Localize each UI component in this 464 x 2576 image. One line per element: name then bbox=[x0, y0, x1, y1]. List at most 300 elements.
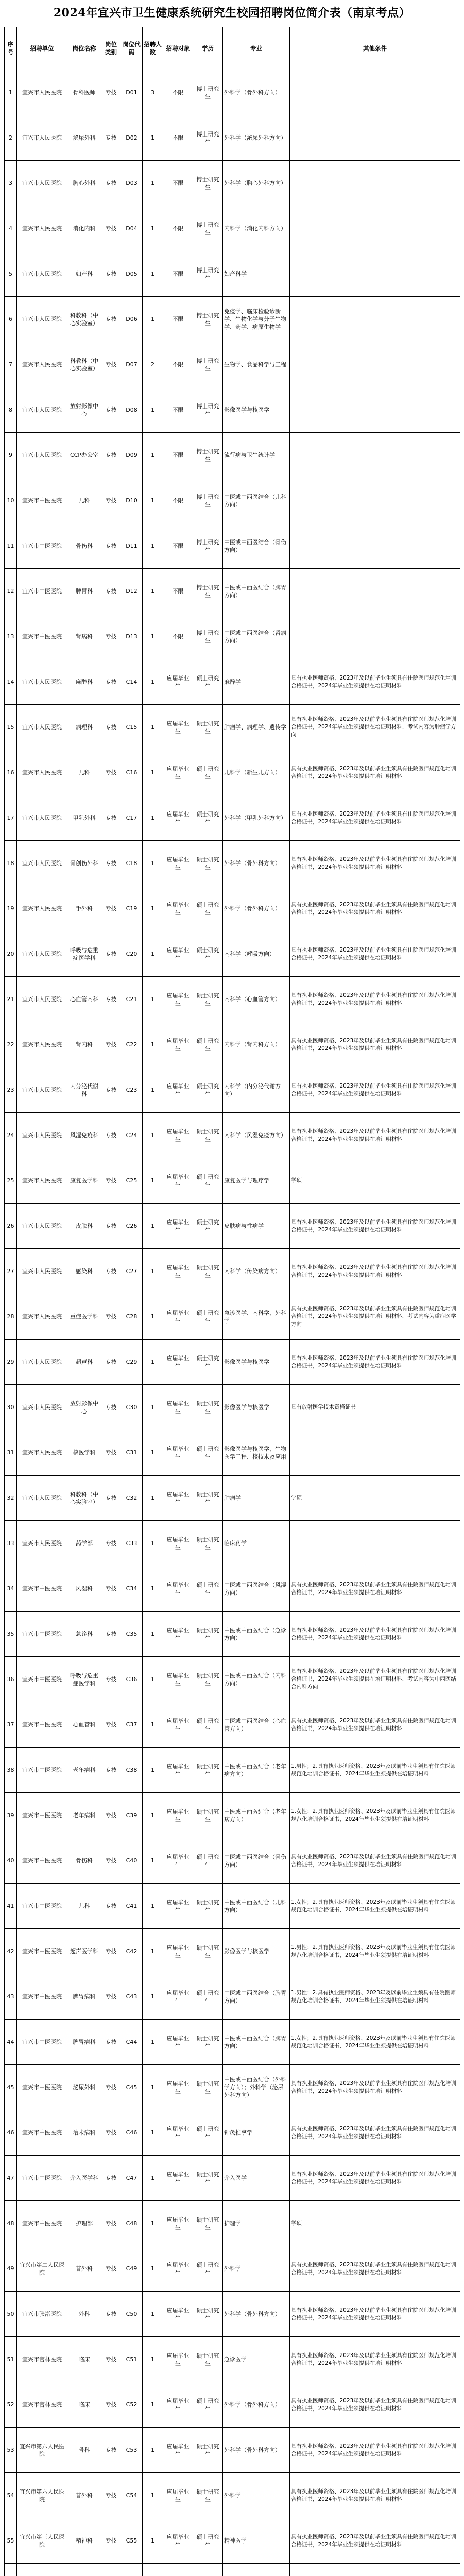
cell-target: 应届毕业生 bbox=[163, 2201, 193, 2246]
cell-count: 1 bbox=[143, 1340, 163, 1385]
table-row bbox=[5, 1793, 460, 1838]
cell-count: 1 bbox=[143, 1476, 163, 1521]
cell-other: 具有执业医师资格、2023年及以前毕业生须具有住院医师规范化培训合格证书，2024年毕业生须提供在培证明材料 bbox=[290, 2065, 460, 2110]
cell-target: 应届毕业生 bbox=[163, 1884, 193, 1929]
cell-post-name: 骨伤科 bbox=[67, 523, 101, 569]
cell-target: 应届毕业生 bbox=[163, 886, 193, 931]
cell-post-name: 康复医学科 bbox=[67, 1158, 101, 1204]
cell-target: 应届毕业生 bbox=[163, 2110, 193, 2156]
cell-index: 52 bbox=[5, 2382, 17, 2428]
cell-major: 影像医学与核医学 bbox=[223, 1929, 290, 1974]
cell-post-code: D01 bbox=[121, 70, 143, 115]
cell-post-name: 科教科（中心实验室） bbox=[67, 342, 101, 387]
cell-post-code: C23 bbox=[121, 1067, 143, 1113]
table-row bbox=[5, 2564, 460, 2576]
cell-post-type: 专技 bbox=[101, 1294, 121, 1340]
cell-post-type: 专技 bbox=[101, 931, 121, 977]
cell-post-name: 临床 bbox=[67, 2337, 101, 2382]
cell-unit: 宜兴市人民医院 bbox=[17, 387, 67, 433]
cell-target: 应届毕业生 bbox=[163, 1385, 193, 1430]
table-row bbox=[5, 1476, 460, 1521]
cell-index: 29 bbox=[5, 1340, 17, 1385]
cell-post-name: 急诊科 bbox=[67, 1612, 101, 1657]
cell-other: 1.男性；2.具有执业医师资格、2023年及以前毕业生须具有住院医师规范化培训合格证书，2024年毕业生须提供在培证明材料 bbox=[290, 1748, 460, 1793]
cell-post-name: 放射影像中心 bbox=[67, 1385, 101, 1430]
cell-major bbox=[223, 2564, 290, 2576]
cell-post-type: 专技 bbox=[101, 2518, 121, 2564]
cell-post-type: 专技 bbox=[101, 1521, 121, 1566]
cell-target: 应届毕业生 bbox=[163, 977, 193, 1022]
cell-post-type: 专技 bbox=[101, 1566, 121, 1612]
cell-target: 应届毕业生 bbox=[163, 931, 193, 977]
cell-post-code: C21 bbox=[121, 977, 143, 1022]
cell-degree: 博士研究生 bbox=[193, 614, 223, 659]
table-row bbox=[5, 1884, 460, 1929]
cell-other: 具有执业医师资格、2023年及以前毕业生须具有住院医师规范化培训合格证书，2024年毕业生须提供在培证明材料 bbox=[290, 1340, 460, 1385]
cell-target: 应届毕业生 bbox=[163, 1748, 193, 1793]
cell-post-code: D08 bbox=[121, 387, 143, 433]
cell-post-name: 风湿免疫科 bbox=[67, 1113, 101, 1158]
table-row bbox=[5, 297, 460, 342]
cell-post-name: 泌尿外科 bbox=[67, 115, 101, 161]
cell-post-name: 儿科 bbox=[67, 750, 101, 795]
cell-post-name: 脾胃病科 bbox=[67, 2020, 101, 2065]
cell-unit: 宜兴市第二人民医院 bbox=[17, 2246, 67, 2292]
cell-count: 1 bbox=[143, 705, 163, 750]
cell-post-code: C48 bbox=[121, 2201, 143, 2246]
table-row bbox=[5, 1702, 460, 1748]
table-row bbox=[5, 1566, 460, 1612]
cell-index: 30 bbox=[5, 1385, 17, 1430]
cell-post-name: 骨科医师 bbox=[67, 70, 101, 115]
cell-post-type: 专技 bbox=[101, 2065, 121, 2110]
cell-other bbox=[290, 342, 460, 387]
cell-target: 不限 bbox=[163, 433, 193, 478]
cell-post-name: 泌尿外科 bbox=[67, 2065, 101, 2110]
table-row bbox=[5, 2337, 460, 2382]
cell-major: 肿瘤学、病理学、遗传学 bbox=[223, 705, 290, 750]
cell-degree: 博士研究生 bbox=[193, 523, 223, 569]
cell-index: 4 bbox=[5, 206, 17, 251]
cell-post-name: 普外科 bbox=[67, 2473, 101, 2518]
cell-other: 具有执业医师资格、2023年及以前毕业生须具有住院医师规范化培训合格证书，2024年毕业生须提供在培证明材料 bbox=[290, 2246, 460, 2292]
cell-major: 中医或中西医结合（心血管方向） bbox=[223, 1702, 290, 1748]
cell-post-type: 专技 bbox=[101, 705, 121, 750]
cell-post-name: 消化内科 bbox=[67, 206, 101, 251]
table-row bbox=[5, 1974, 460, 2020]
cell-index: 26 bbox=[5, 1204, 17, 1249]
cell-index: 12 bbox=[5, 569, 17, 614]
cell-post-code: C27 bbox=[121, 1249, 143, 1294]
cell-post-code: C51 bbox=[121, 2337, 143, 2382]
cell-target: 应届毕业生 bbox=[163, 1566, 193, 1612]
cell-post-name: 呼吸与危重症医学科 bbox=[67, 931, 101, 977]
cell-count: 1 bbox=[143, 297, 163, 342]
cell-post-code: D03 bbox=[121, 161, 143, 206]
table-row bbox=[5, 705, 460, 750]
cell-other: 具有执业医师资格、2023年及以前毕业生须具有住院医师规范化培训合格证书，2024年毕业生须提供在培证明材料 bbox=[290, 1022, 460, 1067]
cell-unit: 宜兴市中医医院 bbox=[17, 2020, 67, 2065]
cell-post-code: C16 bbox=[121, 750, 143, 795]
cell-index: 17 bbox=[5, 795, 17, 841]
cell-major: 中医或中西医结合（内科方向） bbox=[223, 1657, 290, 1702]
cell-degree: 硕士研究生 bbox=[193, 1657, 223, 1702]
cell-count: 1 bbox=[143, 1974, 163, 2020]
cell-unit: 宜兴市官林医院 bbox=[17, 2337, 67, 2382]
cell-target: 应届毕业生 bbox=[163, 2292, 193, 2337]
cell-post-type: 专技 bbox=[101, 659, 121, 705]
cell-major: 中医或中西医结合（骨伤方向） bbox=[223, 523, 290, 569]
cell-index: 44 bbox=[5, 2020, 17, 2065]
table-row bbox=[5, 342, 460, 387]
cell-post-name: 心血管科 bbox=[67, 1702, 101, 1748]
cell-count: 1 bbox=[143, 1929, 163, 1974]
cell-other: 具有执业医师资格、2023年及以前毕业生须具有住院医师规范化培训合格证书，2024年毕业生须提供在培证明材料 bbox=[290, 795, 460, 841]
table-row bbox=[5, 1113, 460, 1158]
cell-post-code: C54 bbox=[121, 2473, 143, 2518]
cell-post-code: C22 bbox=[121, 1022, 143, 1067]
cell-index: 39 bbox=[5, 1793, 17, 1838]
cell-index: 27 bbox=[5, 1249, 17, 1294]
cell-major: 中医或中西医结合（肾病方向） bbox=[223, 614, 290, 659]
table-body bbox=[5, 70, 460, 2576]
cell-major: 外科学（甲乳外科方向） bbox=[223, 795, 290, 841]
cell-degree: 硕士研究生 bbox=[193, 659, 223, 705]
cell-unit bbox=[17, 2564, 67, 2576]
cell-count: 1 bbox=[143, 115, 163, 161]
cell-post-name: 科教科（中心实验室） bbox=[67, 297, 101, 342]
table-row bbox=[5, 1204, 460, 1249]
table-row bbox=[5, 433, 460, 478]
cell-post-code: D07 bbox=[121, 342, 143, 387]
cell-major: 中医或中西医结合（急诊方向） bbox=[223, 1612, 290, 1657]
cell-count: 1 bbox=[143, 841, 163, 886]
cell-degree: 硕士研究生 bbox=[193, 977, 223, 1022]
cell-degree: 博士研究生 bbox=[193, 569, 223, 614]
cell-target: 应届毕业生 bbox=[163, 1838, 193, 1884]
cell-other: 具有执业医师资格、2023年及以前毕业生须具有住院医师规范化培训合格证书，2024年毕业生须提供在培证明材料 bbox=[290, 2292, 460, 2337]
cell-post-type: 专技 bbox=[101, 886, 121, 931]
cell-count: 1 bbox=[143, 251, 163, 297]
cell-major: 儿科学（新生儿方向） bbox=[223, 750, 290, 795]
cell-count: 1 bbox=[143, 1521, 163, 1566]
cell-post-name: 骨科 bbox=[67, 2428, 101, 2473]
cell-count: 1 bbox=[143, 1113, 163, 1158]
cell-index: 13 bbox=[5, 614, 17, 659]
cell-index: 14 bbox=[5, 659, 17, 705]
cell-index: 48 bbox=[5, 2201, 17, 2246]
cell-count: 1 bbox=[143, 387, 163, 433]
cell-count: 1 bbox=[143, 1294, 163, 1340]
cell-index: 18 bbox=[5, 841, 17, 886]
table-row bbox=[5, 115, 460, 161]
header-post-name: 岗位名称 bbox=[67, 27, 101, 70]
cell-other: 具有执业医师资格、2023年及以前毕业生须具有住院医师规范化培训合格证书，2024年毕业生须提供在培证明材料 bbox=[290, 931, 460, 977]
cell-degree: 硕士研究生 bbox=[193, 2020, 223, 2065]
cell-degree: 硕士研究生 bbox=[193, 1204, 223, 1249]
cell-index: 40 bbox=[5, 1838, 17, 1884]
cell-degree: 硕士研究生 bbox=[193, 1838, 223, 1884]
cell-other: 具有执业医师资格、2023年及以前毕业生须具有住院医师规范化培训合格证书，2024年毕业生须提供在培证明材料 bbox=[290, 2337, 460, 2382]
cell-index: 42 bbox=[5, 1929, 17, 1974]
cell-target: 应届毕业生 bbox=[163, 2518, 193, 2564]
table-row bbox=[5, 523, 460, 569]
cell-major: 中医或中西医结合（老年病方向） bbox=[223, 1793, 290, 1838]
cell-other: 具有执业医师资格、2023年及以前毕业生须具有住院医师规范化培训合格证书，2024年毕业生须提供在培证明材料 bbox=[290, 1249, 460, 1294]
cell-other bbox=[290, 70, 460, 115]
cell-post-type: 专技 bbox=[101, 1340, 121, 1385]
header-other: 其他条件 bbox=[290, 27, 460, 70]
cell-post-name: 护理部 bbox=[67, 2201, 101, 2246]
cell-count: 1 bbox=[143, 2156, 163, 2201]
table-row bbox=[5, 478, 460, 523]
cell-index: 8 bbox=[5, 387, 17, 433]
cell-target: 应届毕业生 bbox=[163, 1521, 193, 1566]
cell-unit: 宜兴市中医医院 bbox=[17, 2110, 67, 2156]
cell-post-type: 专技 bbox=[101, 206, 121, 251]
cell-unit: 宜兴市人民医院 bbox=[17, 1067, 67, 1113]
cell-other: 具有执业医师资格、2023年及以前毕业生须具有住院医师规范化培训合格证书，2024年毕业生须提供在培证明材料 bbox=[290, 1838, 460, 1884]
cell-post-code: D13 bbox=[121, 614, 143, 659]
cell-degree: 硕士研究生 bbox=[193, 1566, 223, 1612]
cell-post-code: C45 bbox=[121, 2065, 143, 2110]
cell-count: 1 bbox=[143, 1702, 163, 1748]
cell-other: 具有执业医师资格、2023年及以前毕业生须具有住院医师规范化培训合格证书，2024年毕业生须提供在培证明材料 bbox=[290, 977, 460, 1022]
cell-index: 34 bbox=[5, 1566, 17, 1612]
cell-post-type: 专技 bbox=[101, 1612, 121, 1657]
cell-post-name: 脾胃科 bbox=[67, 569, 101, 614]
cell-target: 应届毕业生 bbox=[163, 2337, 193, 2382]
cell-post-name: 介入医学科 bbox=[67, 2156, 101, 2201]
cell-post-type: 专技 bbox=[101, 2156, 121, 2201]
cell-major: 生物学、食品科学与工程 bbox=[223, 342, 290, 387]
cell-post-name: 药学部 bbox=[67, 1521, 101, 1566]
cell-post-type: 专技 bbox=[101, 2020, 121, 2065]
cell-other bbox=[290, 569, 460, 614]
cell-degree: 硕士研究生 bbox=[193, 1022, 223, 1067]
cell-index: 51 bbox=[5, 2337, 17, 2382]
cell-major: 影像医学与核医学 bbox=[223, 387, 290, 433]
cell-post-type: 专技 bbox=[101, 2110, 121, 2156]
table-row bbox=[5, 70, 460, 115]
cell-index: 37 bbox=[5, 1702, 17, 1748]
table-row bbox=[5, 2382, 460, 2428]
cell-index: 9 bbox=[5, 433, 17, 478]
cell-post-code: C53 bbox=[121, 2428, 143, 2473]
cell-count: 1 bbox=[143, 2110, 163, 2156]
cell-degree: 硕士研究生 bbox=[193, 1521, 223, 1566]
cell-count: 1 bbox=[143, 161, 163, 206]
cell-post-type: 专技 bbox=[101, 1385, 121, 1430]
cell-post-code: C41 bbox=[121, 1884, 143, 1929]
table-row bbox=[5, 795, 460, 841]
cell-post-code: C26 bbox=[121, 1204, 143, 1249]
cell-unit: 宜兴市人民医院 bbox=[17, 886, 67, 931]
table-row bbox=[5, 977, 460, 1022]
cell-post-code: C46 bbox=[121, 2110, 143, 2156]
cell-post-type: 专技 bbox=[101, 2201, 121, 2246]
cell-count: 1 bbox=[143, 1249, 163, 1294]
table-row bbox=[5, 1521, 460, 1566]
cell-post-name: 胸心外科 bbox=[67, 161, 101, 206]
cell-unit: 宜兴市中医医院 bbox=[17, 1793, 67, 1838]
cell-degree: 硕士研究生 bbox=[193, 931, 223, 977]
cell-major: 临床药学 bbox=[223, 1521, 290, 1566]
cell-post-code: C32 bbox=[121, 1476, 143, 1521]
cell-unit: 宜兴市人民医院 bbox=[17, 1113, 67, 1158]
cell-post-name: 核医学科 bbox=[67, 1430, 101, 1476]
cell-post-type: 专技 bbox=[101, 2473, 121, 2518]
cell-post-code: C38 bbox=[121, 1748, 143, 1793]
cell-other bbox=[290, 161, 460, 206]
cell-post-type: 专技 bbox=[101, 2292, 121, 2337]
table-row bbox=[5, 931, 460, 977]
cell-post-code: C29 bbox=[121, 1340, 143, 1385]
cell-major: 中医或中西医结合（脾胃方向） bbox=[223, 2020, 290, 2065]
cell-index: 32 bbox=[5, 1476, 17, 1521]
cell-target: 应届毕业生 bbox=[163, 2065, 193, 2110]
cell-post-code: C44 bbox=[121, 2020, 143, 2065]
cell-post-name: 心血管内科 bbox=[67, 977, 101, 1022]
table-row bbox=[5, 614, 460, 659]
cell-count: 1 bbox=[143, 1748, 163, 1793]
cell-other: 具有执业医师资格、2023年及以前毕业生须具有住院医师规范化培训合格证书，2024年毕业生须提供在培证明材料，考试内容为肿瘤学方向 bbox=[290, 705, 460, 750]
cell-major: 肿瘤学 bbox=[223, 1476, 290, 1521]
cell-index: 20 bbox=[5, 931, 17, 977]
cell-count: 1 bbox=[143, 2337, 163, 2382]
cell-target: 应届毕业生 bbox=[163, 2246, 193, 2292]
cell-other bbox=[290, 206, 460, 251]
cell-unit: 宜兴市中医医院 bbox=[17, 1566, 67, 1612]
table-row bbox=[5, 1612, 460, 1657]
table-row bbox=[5, 659, 460, 705]
cell-degree: 硕士研究生 bbox=[193, 2428, 223, 2473]
cell-index: 3 bbox=[5, 161, 17, 206]
table-row bbox=[5, 1294, 460, 1340]
cell-index: 5 bbox=[5, 251, 17, 297]
cell-unit: 宜兴市中医医院 bbox=[17, 1612, 67, 1657]
cell-index: 24 bbox=[5, 1113, 17, 1158]
cell-post-name: 妇产科 bbox=[67, 251, 101, 297]
cell-post-name: 普外科 bbox=[67, 2246, 101, 2292]
cell-count: 1 bbox=[143, 1838, 163, 1884]
cell-count: 1 bbox=[143, 886, 163, 931]
cell-degree: 硕士研究生 bbox=[193, 1294, 223, 1340]
table-row bbox=[5, 750, 460, 795]
cell-count: 1 bbox=[143, 1067, 163, 1113]
cell-post-code: C30 bbox=[121, 1385, 143, 1430]
cell-major: 妇产科学 bbox=[223, 251, 290, 297]
cell-other: 具有执业医师资格、2023年及以前毕业生须具有住院医师规范化培训合格证书，2024年毕业生须提供在培证明材料 bbox=[290, 841, 460, 886]
cell-post-type: 专技 bbox=[101, 750, 121, 795]
cell-other: 具有执业医师资格、2023年及以前毕业生须具有住院医师规范化培训合格证书，2024年毕业生须提供在培证明材料 bbox=[290, 1067, 460, 1113]
cell-index: 49 bbox=[5, 2246, 17, 2292]
cell-degree: 博士研究生 bbox=[193, 297, 223, 342]
cell-major: 急诊医学 bbox=[223, 2337, 290, 2382]
cell-unit: 宜兴市人民医院 bbox=[17, 841, 67, 886]
table-row bbox=[5, 206, 460, 251]
cell-post-name: 治未病科 bbox=[67, 2110, 101, 2156]
cell-post-code: C28 bbox=[121, 1294, 143, 1340]
cell-target: 应届毕业生 bbox=[163, 1974, 193, 2020]
cell-other: 1.男性；2.具有执业医师资格、2023年及以前毕业生须具有住院医师规范化培训合格证书，2024年毕业生须提供在培证明材料 bbox=[290, 1974, 460, 2020]
cell-major: 护理学 bbox=[223, 2201, 290, 2246]
cell-count: 1 bbox=[143, 1430, 163, 1476]
cell-unit: 宜兴市中医医院 bbox=[17, 2201, 67, 2246]
cell-post-type: 专技 bbox=[101, 1158, 121, 1204]
cell-major: 内科学（消化内科方向） bbox=[223, 206, 290, 251]
cell-other bbox=[290, 478, 460, 523]
cell-target: 应届毕业生 bbox=[163, 750, 193, 795]
cell-major: 中医或中西医结合（脾胃方向） bbox=[223, 569, 290, 614]
cell-other bbox=[290, 387, 460, 433]
cell-post-name: 超声医学科 bbox=[67, 1929, 101, 1974]
header-degree: 学历 bbox=[193, 27, 223, 70]
cell-index: 31 bbox=[5, 1430, 17, 1476]
table-row bbox=[5, 1158, 460, 1204]
cell-post-type: 专技 bbox=[101, 1113, 121, 1158]
cell-target: 不限 bbox=[163, 342, 193, 387]
cell-major: 康复医学与理疗学 bbox=[223, 1158, 290, 1204]
cell-target: 应届毕业生 bbox=[163, 1067, 193, 1113]
cell-count: 1 bbox=[143, 1566, 163, 1612]
cell-other: 具有执业医师资格、2023年及以前毕业生须具有住院医师规范化培训合格证书，2024年毕业生须提供在培证明材料 bbox=[290, 2428, 460, 2473]
cell-other: 具有执业医师资格、2023年及以前毕业生须具有住院医师规范化培训合格证书，2024年毕业生须提供在培证明材料 bbox=[290, 886, 460, 931]
cell-major: 外科学 bbox=[223, 2473, 290, 2518]
cell-post-type: 专技 bbox=[101, 2428, 121, 2473]
cell-index: 41 bbox=[5, 1884, 17, 1929]
cell-unit: 宜兴市人民医院 bbox=[17, 342, 67, 387]
cell-degree: 硕士研究生 bbox=[193, 1702, 223, 1748]
cell-post-code: C20 bbox=[121, 931, 143, 977]
cell-degree: 硕士研究生 bbox=[193, 1884, 223, 1929]
cell-post-type: 专技 bbox=[101, 795, 121, 841]
cell-other: 学硕 bbox=[290, 1158, 460, 1204]
cell-index: 6 bbox=[5, 297, 17, 342]
cell-count: 1 bbox=[143, 2065, 163, 2110]
cell-target: 应届毕业生 bbox=[163, 841, 193, 886]
cell-index: 23 bbox=[5, 1067, 17, 1113]
cell-target: 不限 bbox=[163, 523, 193, 569]
cell-post-type: 专技 bbox=[101, 1929, 121, 1974]
cell-post-type: 专技 bbox=[101, 1884, 121, 1929]
cell-target: 应届毕业生 bbox=[163, 1657, 193, 1702]
cell-major: 外科学（骨外科方向） bbox=[223, 886, 290, 931]
cell-post-code: C49 bbox=[121, 2246, 143, 2292]
cell-degree: 硕士研究生 bbox=[193, 1067, 223, 1113]
cell-post-code: C43 bbox=[121, 1974, 143, 2020]
cell-target: 应届毕业生 bbox=[163, 1294, 193, 1340]
cell-index: 45 bbox=[5, 2065, 17, 2110]
cell-target: 不限 bbox=[163, 115, 193, 161]
cell-post-name: 骨创伤外科 bbox=[67, 841, 101, 886]
cell-degree: 硕士研究生 bbox=[193, 750, 223, 795]
cell-post-code: D11 bbox=[121, 523, 143, 569]
cell-unit: 宜兴市中医医院 bbox=[17, 523, 67, 569]
cell-count: 1 bbox=[143, 2201, 163, 2246]
cell-post-type: 专技 bbox=[101, 297, 121, 342]
cell-degree: 硕士研究生 bbox=[193, 1113, 223, 1158]
cell-count: 1 bbox=[143, 659, 163, 705]
cell-index: 53 bbox=[5, 2428, 17, 2473]
cell-index: 33 bbox=[5, 1521, 17, 1566]
cell-degree: 硕士研究生 bbox=[193, 2518, 223, 2564]
cell-degree: 硕士研究生 bbox=[193, 1612, 223, 1657]
cell-count: 1 bbox=[143, 2473, 163, 2518]
cell-post-type: 专技 bbox=[101, 569, 121, 614]
cell-index: 1 bbox=[5, 70, 17, 115]
cell-post-code: C15 bbox=[121, 705, 143, 750]
